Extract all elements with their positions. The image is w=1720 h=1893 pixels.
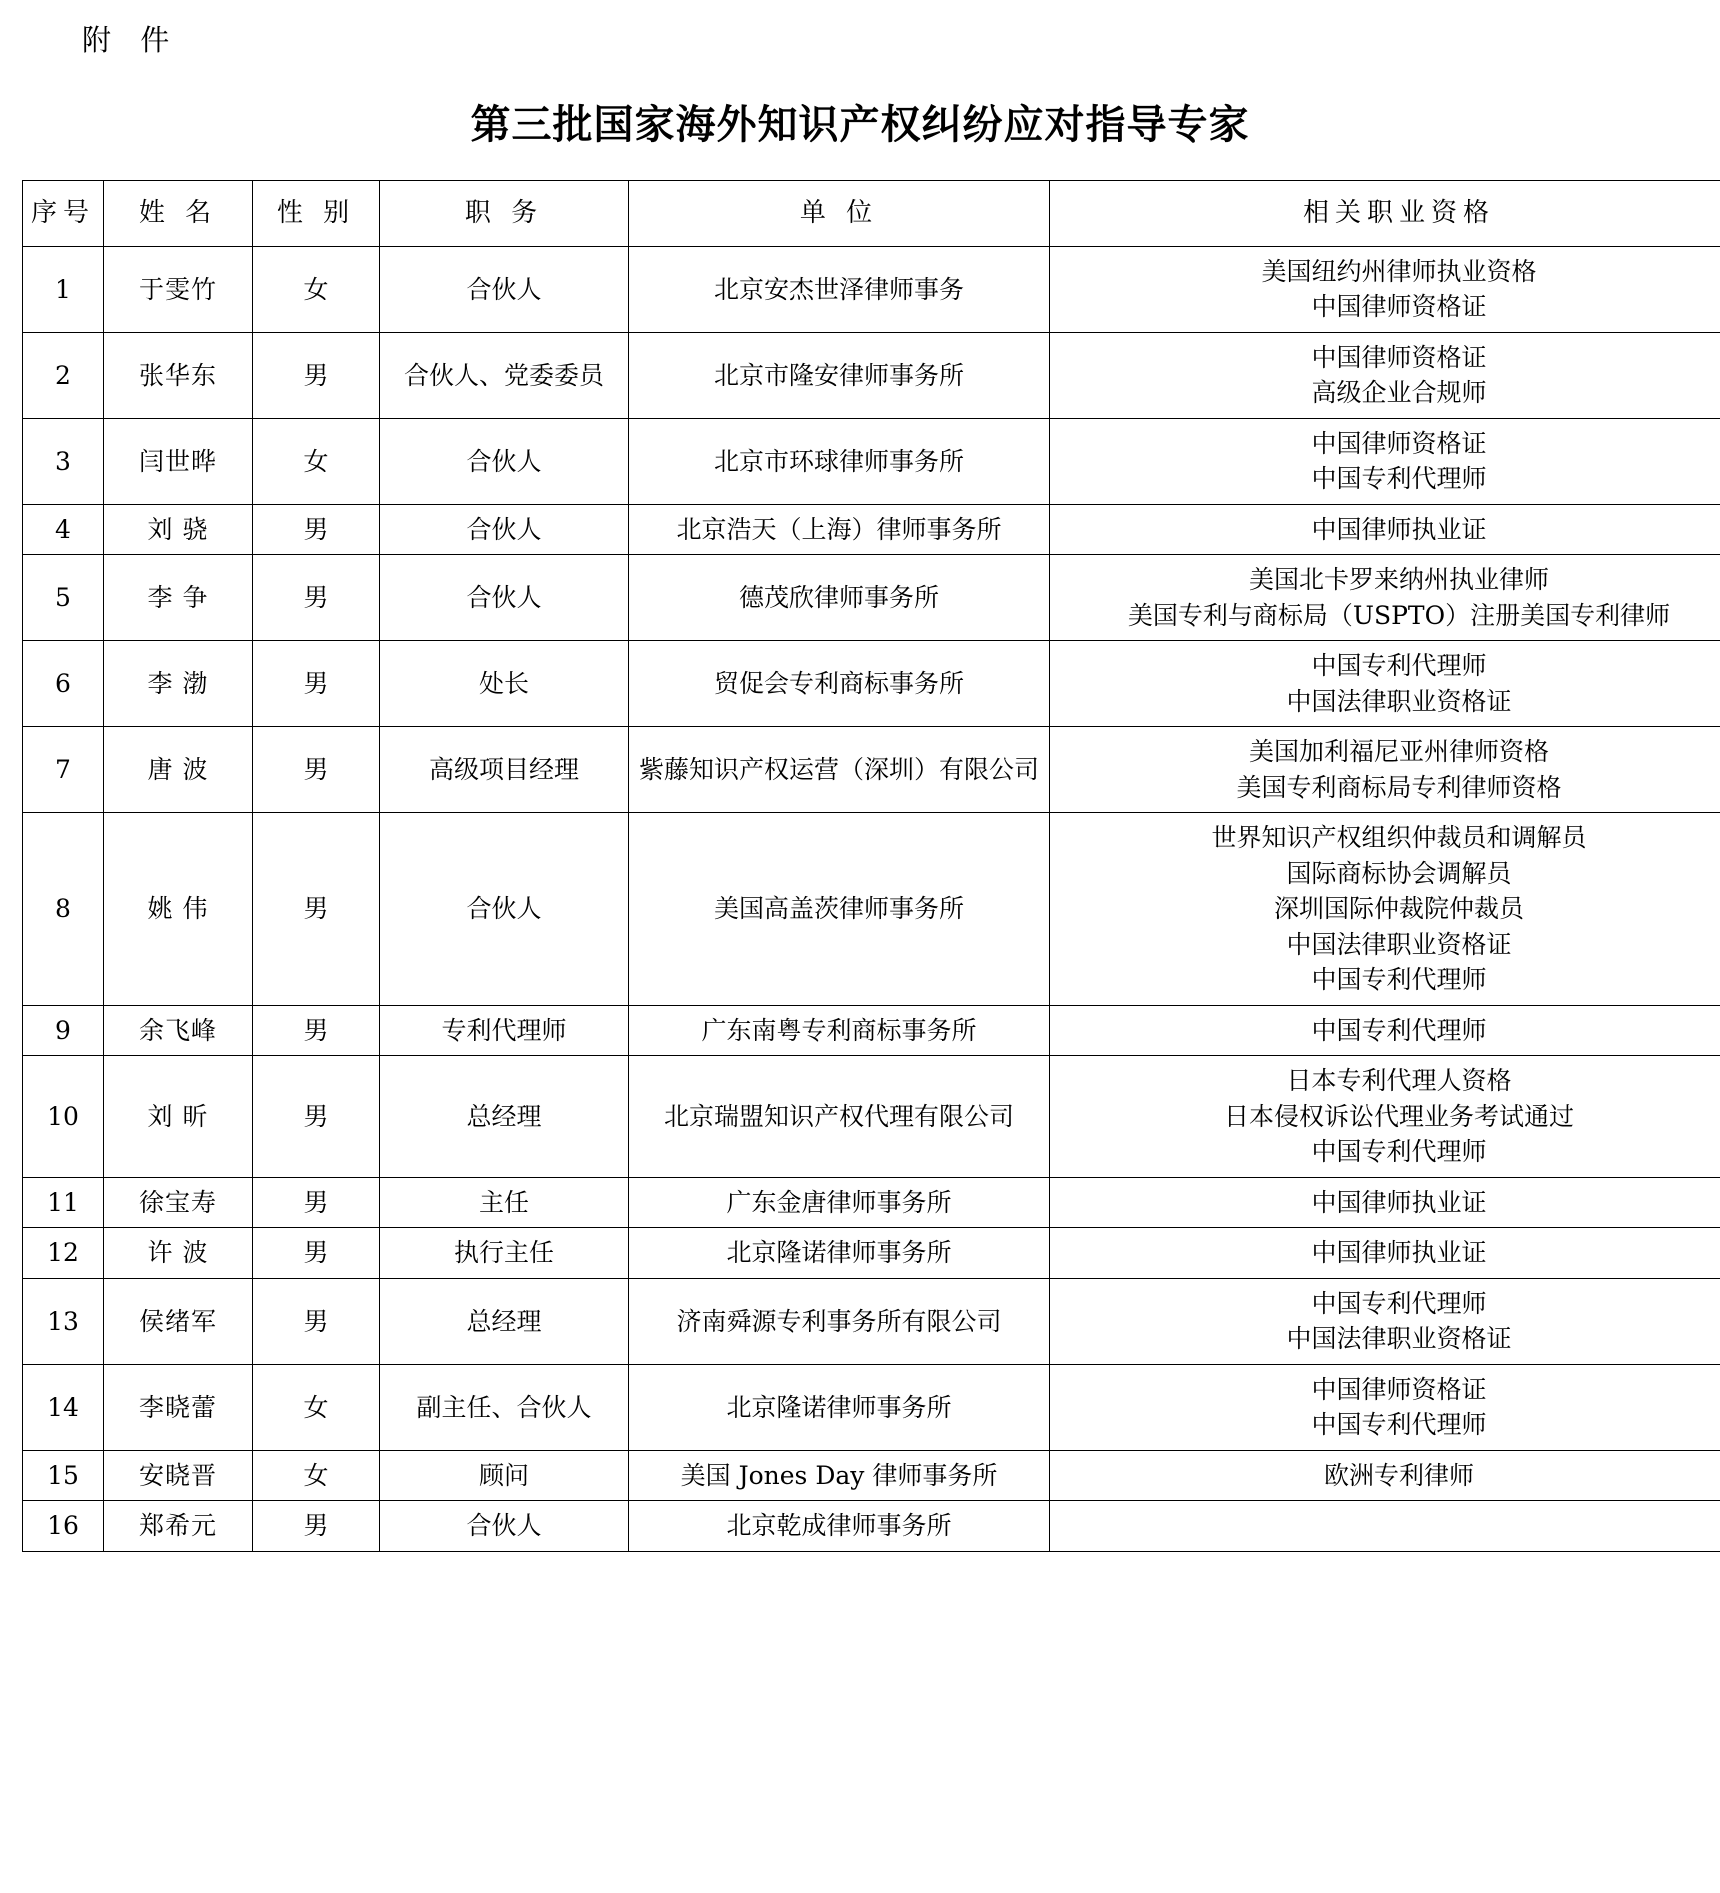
cell-index: 4	[23, 504, 104, 555]
cell-qualification	[1050, 555, 1720, 641]
qualification-line: 中国法律职业资格证	[1286, 1324, 1512, 1354]
cell-organization: 北京市隆安律师事务所	[629, 332, 1050, 418]
qualification-line: 中国专利代理师	[1311, 1288, 1487, 1318]
cell-index: 2	[23, 332, 104, 418]
cell-position: 合伙人	[380, 1501, 629, 1552]
cell-position: 副主任、合伙人	[380, 1364, 629, 1450]
cell-organization: 北京隆诺律师事务所	[629, 1364, 1050, 1450]
cell-organization: 济南舜源专利事务所有限公司	[629, 1278, 1050, 1364]
cell-position: 总经理	[380, 1278, 629, 1364]
cell-position: 专利代理师	[380, 1005, 629, 1056]
qualification-line: 中国律师执业证	[1311, 514, 1487, 544]
cell-gender: 男	[253, 1228, 380, 1279]
document-page	[0, 18, 1720, 1552]
table-row	[23, 1364, 1720, 1450]
qualification-line: 中国法律职业资格证	[1286, 686, 1512, 716]
qualification-line: 中国律师资格证	[1311, 342, 1487, 372]
cell-organization: 北京隆诺律师事务所	[629, 1228, 1050, 1279]
qualification-line: 中国专利代理师	[1311, 1410, 1487, 1440]
cell-gender: 男	[253, 1056, 380, 1178]
qualification-line: 中国律师执业证	[1311, 1238, 1487, 1268]
attachment-label: 附 件	[82, 23, 180, 57]
table-row	[23, 727, 1720, 813]
qualification-line: 中国专利代理师	[1311, 1137, 1487, 1167]
page-title: 第三批国家海外知识产权纠纷应对指导专家	[470, 101, 1250, 148]
cell-organization: 北京浩天（上海）律师事务所	[629, 504, 1050, 555]
table-row	[23, 1056, 1720, 1178]
cell-name: 姚 伟	[104, 813, 253, 1006]
table-row	[23, 1177, 1720, 1228]
table-row	[23, 332, 1720, 418]
cell-organization: 美国 Jones Day 律师事务所	[629, 1450, 1050, 1501]
qualification-line: 中国律师资格证	[1311, 292, 1487, 322]
cell-name: 安晓晋	[104, 1450, 253, 1501]
cell-position: 高级项目经理	[380, 727, 629, 813]
qualification-line: 美国专利商标局专利律师资格	[1236, 772, 1562, 802]
cell-gender: 男	[253, 641, 380, 727]
cell-index: 16	[23, 1501, 104, 1552]
cell-qualification	[1050, 1005, 1720, 1056]
qualification-line: 中国专利代理师	[1311, 651, 1487, 681]
cell-position: 顾问	[380, 1450, 629, 1501]
qualification-line: 日本侵权诉讼代理业务考试通过	[1223, 1101, 1574, 1131]
cell-name: 刘 骁	[104, 504, 253, 555]
table-body	[23, 246, 1720, 1551]
cell-qualification	[1050, 1501, 1720, 1552]
cell-index: 11	[23, 1177, 104, 1228]
qualification-line: 中国专利代理师	[1311, 965, 1487, 995]
table-row	[23, 246, 1720, 332]
cell-gender: 女	[253, 1450, 380, 1501]
cell-name: 李 渤	[104, 641, 253, 727]
cell-qualification	[1050, 1056, 1720, 1178]
qualification-line: 欧洲专利律师	[1323, 1460, 1474, 1490]
cell-gender: 男	[253, 727, 380, 813]
cell-position: 合伙人	[380, 504, 629, 555]
table-row	[23, 555, 1720, 641]
cell-organization: 德茂欣律师事务所	[629, 555, 1050, 641]
cell-gender: 男	[253, 1501, 380, 1552]
cell-index: 1	[23, 246, 104, 332]
cell-organization: 美国高盖茨律师事务所	[629, 813, 1050, 1006]
table-row	[23, 1450, 1720, 1501]
table-row	[23, 1501, 1720, 1552]
qualification-line: 中国专利代理师	[1311, 1015, 1487, 1045]
cell-gender: 男	[253, 1177, 380, 1228]
table-row	[23, 1278, 1720, 1364]
cell-gender: 男	[253, 813, 380, 1006]
cell-index: 8	[23, 813, 104, 1006]
cell-name: 徐宝寿	[104, 1177, 253, 1228]
column-header-qualification: 相关职业资格	[1050, 181, 1720, 247]
cell-name: 许 波	[104, 1228, 253, 1279]
cell-gender: 男	[253, 332, 380, 418]
cell-qualification	[1050, 1450, 1720, 1501]
cell-name: 侯绪军	[104, 1278, 253, 1364]
cell-organization: 北京瑞盟知识产权代理有限公司	[629, 1056, 1050, 1178]
cell-position: 合伙人	[380, 246, 629, 332]
cell-qualification	[1050, 1177, 1720, 1228]
cell-name: 刘 昕	[104, 1056, 253, 1178]
column-header-position: 职 务	[380, 181, 629, 247]
cell-gender: 女	[253, 418, 380, 504]
cell-name: 李晓蕾	[104, 1364, 253, 1450]
cell-qualification	[1050, 1228, 1720, 1279]
cell-name: 闫世晔	[104, 418, 253, 504]
cell-index: 12	[23, 1228, 104, 1279]
table-header-row	[23, 181, 1720, 247]
cell-gender: 女	[253, 1364, 380, 1450]
cell-position: 合伙人	[380, 813, 629, 1006]
cell-name: 于雯竹	[104, 246, 253, 332]
table-row	[23, 1005, 1720, 1056]
cell-qualification	[1050, 332, 1720, 418]
cell-index: 9	[23, 1005, 104, 1056]
cell-gender: 男	[253, 1278, 380, 1364]
cell-organization: 贸促会专利商标事务所	[629, 641, 1050, 727]
cell-gender: 男	[253, 504, 380, 555]
qualification-line: 中国律师资格证	[1311, 428, 1487, 458]
cell-qualification	[1050, 813, 1720, 1006]
qualification-line: 中国律师执业证	[1311, 1187, 1487, 1217]
cell-index: 3	[23, 418, 104, 504]
cell-index: 15	[23, 1450, 104, 1501]
cell-organization: 广东南粤专利商标事务所	[629, 1005, 1050, 1056]
cell-organization: 广东金唐律师事务所	[629, 1177, 1050, 1228]
table-row	[23, 418, 1720, 504]
cell-qualification	[1050, 727, 1720, 813]
cell-qualification	[1050, 1278, 1720, 1364]
cell-organization: 北京安杰世泽律师事务	[629, 246, 1050, 332]
column-header-organization: 单 位	[629, 181, 1050, 247]
column-header-gender: 性 别	[253, 181, 380, 247]
cell-gender: 男	[253, 1005, 380, 1056]
table-row	[23, 504, 1720, 555]
cell-name: 唐 波	[104, 727, 253, 813]
cell-qualification	[1050, 1364, 1720, 1450]
cell-index: 7	[23, 727, 104, 813]
cell-position: 合伙人	[380, 418, 629, 504]
qualification-line: 世界知识产权组织仲裁员和调解员	[1211, 823, 1587, 853]
cell-qualification	[1050, 246, 1720, 332]
cell-qualification	[1050, 504, 1720, 555]
cell-gender: 女	[253, 246, 380, 332]
cell-name: 郑希元	[104, 1501, 253, 1552]
cell-position: 主任	[380, 1177, 629, 1228]
cell-name: 张华东	[104, 332, 253, 418]
cell-index: 6	[23, 641, 104, 727]
qualification-line: 日本专利代理人资格	[1286, 1066, 1512, 1096]
cell-qualification	[1050, 418, 1720, 504]
table-row	[23, 1228, 1720, 1279]
qualification-line: 美国纽约州律师执业资格	[1261, 256, 1537, 286]
cell-index: 5	[23, 555, 104, 641]
qualification-line: 中国律师资格证	[1311, 1374, 1487, 1404]
qualification-line: 国际商标协会调解员	[1286, 858, 1512, 888]
column-header-index: 序号	[23, 181, 104, 247]
cell-gender: 男	[253, 555, 380, 641]
qualification-line: 中国专利代理师	[1311, 464, 1487, 494]
qualification-line: 深圳国际仲裁院仲裁员	[1273, 894, 1524, 924]
cell-position: 总经理	[380, 1056, 629, 1178]
cell-name: 李 争	[104, 555, 253, 641]
cell-position: 执行主任	[380, 1228, 629, 1279]
cell-index: 13	[23, 1278, 104, 1364]
cell-name: 余飞峰	[104, 1005, 253, 1056]
cell-organization: 北京乾成律师事务所	[629, 1501, 1050, 1552]
cell-position: 处长	[380, 641, 629, 727]
table-row	[23, 641, 1720, 727]
table-row	[23, 813, 1720, 1006]
cell-position: 合伙人	[380, 555, 629, 641]
cell-organization: 北京市环球律师事务所	[629, 418, 1050, 504]
cell-index: 10	[23, 1056, 104, 1178]
qualification-line: 美国专利与商标局（USPTO）注册美国专利律师	[1127, 600, 1671, 630]
expert-table	[22, 180, 1720, 1552]
cell-qualification	[1050, 641, 1720, 727]
table-header	[23, 181, 1720, 247]
cell-organization: 紫藤知识产权运营（深圳）有限公司	[629, 727, 1050, 813]
qualification-line: 中国法律职业资格证	[1286, 929, 1512, 959]
qualification-line: 美国北卡罗来纳州执业律师	[1248, 565, 1549, 595]
cell-index: 14	[23, 1364, 104, 1450]
qualification-line: 美国加利福尼亚州律师资格	[1248, 737, 1549, 767]
qualification-line: 高级企业合规师	[1311, 378, 1487, 408]
column-header-name: 姓 名	[104, 181, 253, 247]
cell-position: 合伙人、党委委员	[380, 332, 629, 418]
